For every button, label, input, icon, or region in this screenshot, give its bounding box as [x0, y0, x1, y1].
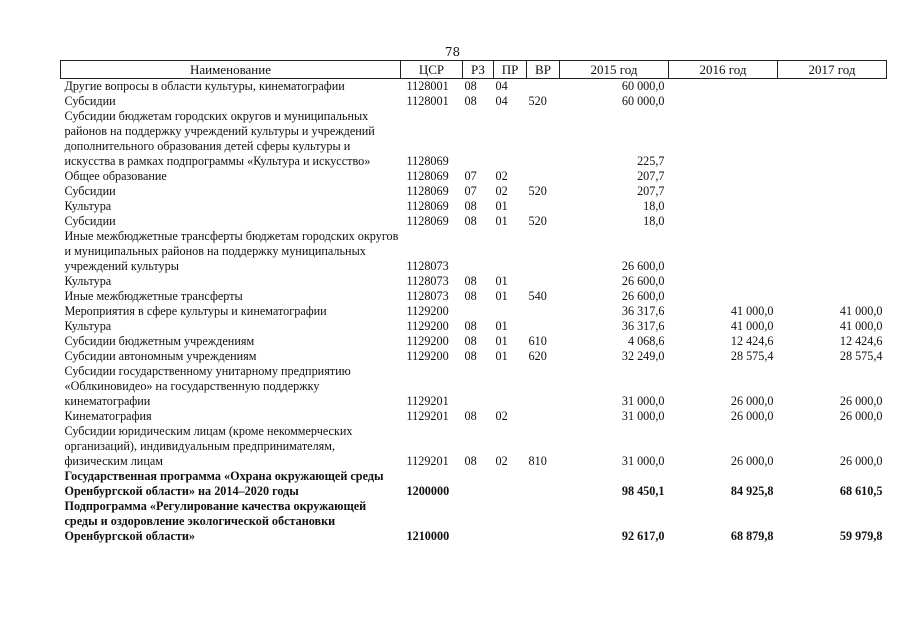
cell-csr: 1128069 — [406, 154, 449, 168]
cell-2017 — [778, 289, 887, 304]
cell-2015: 32 249,0 — [621, 349, 665, 363]
cell-2016 — [669, 94, 778, 109]
cell-vr: 540 — [528, 289, 547, 303]
cell-name: Культура — [64, 274, 112, 288]
cell-csr: 1129201 — [406, 454, 449, 468]
cell-name: Субсидии — [64, 184, 116, 198]
table-row — [61, 274, 887, 289]
cell-2016: 41 000,0 — [730, 304, 774, 318]
program-row — [61, 499, 887, 544]
cell-2015: 31 000,0 — [621, 409, 665, 423]
cell-2015: 92 617,0 — [621, 529, 665, 543]
cell-rz: 08 — [464, 274, 477, 288]
cell-name: Культура — [64, 199, 112, 213]
cell-2015: 31 000,0 — [621, 454, 665, 468]
table-row — [61, 214, 887, 229]
cell-pr: 02 — [495, 409, 508, 423]
cell-pr — [494, 364, 527, 409]
cell-2017: 12 424,6 — [839, 334, 883, 348]
cell-vr: 810 — [528, 454, 547, 468]
cell-vr: 520 — [528, 94, 547, 108]
header-rz: РЗ — [463, 61, 494, 79]
cell-name: Субсидии автономным учреждениям — [64, 349, 257, 363]
cell-2017 — [778, 229, 887, 274]
table-row — [61, 334, 887, 349]
cell-name: Субсидии бюджетам городских округов и муниципальных районов на поддержку учреждений культуры и учреждений дополнительного образования детей сферы культуры и искусства в рамках подпрограммы «Культура и искусство» — [64, 109, 375, 168]
cell-rz — [463, 469, 494, 499]
table-row — [61, 304, 887, 319]
cell-rz: 08 — [464, 199, 477, 213]
cell-rz: 07 — [464, 169, 477, 183]
cell-2016: 68 879,8 — [730, 529, 774, 543]
cell-2017 — [778, 214, 887, 229]
cell-csr: 1129200 — [406, 349, 449, 363]
table-body — [61, 79, 887, 545]
header-vr: ВР — [527, 61, 560, 79]
cell-2016 — [669, 184, 778, 199]
table-row — [61, 109, 887, 169]
cell-rz: 08 — [464, 94, 477, 108]
cell-2015: 98 450,1 — [621, 484, 665, 498]
cell-2016 — [669, 79, 778, 95]
cell-pr: 01 — [495, 274, 508, 288]
cell-rz: 08 — [464, 409, 477, 423]
cell-csr: 1128069 — [406, 184, 449, 198]
cell-pr: 01 — [495, 319, 508, 333]
cell-rz: 07 — [464, 184, 477, 198]
cell-2017: 28 575,4 — [839, 349, 883, 363]
cell-csr: 1128069 — [406, 169, 449, 183]
cell-csr: 1128069 — [406, 199, 449, 213]
cell-2016: 26 000,0 — [730, 454, 774, 468]
table-row — [61, 169, 887, 184]
cell-pr: 02 — [495, 169, 508, 183]
cell-vr — [527, 364, 560, 409]
cell-vr: 520 — [528, 214, 547, 228]
cell-2017 — [778, 184, 887, 199]
cell-2015: 207,7 — [637, 169, 665, 183]
cell-csr: 1128001 — [406, 79, 449, 93]
cell-2017: 26 000,0 — [839, 454, 883, 468]
cell-vr — [527, 169, 560, 184]
cell-2015: 26 600,0 — [621, 289, 665, 303]
cell-pr: 01 — [495, 199, 508, 213]
cell-rz: 08 — [464, 79, 477, 93]
table-row — [61, 199, 887, 214]
cell-name: Общее образование — [64, 169, 167, 183]
cell-2016 — [669, 229, 778, 274]
header-2017: 2017 год — [778, 61, 887, 79]
cell-2017 — [778, 169, 887, 184]
cell-csr: 1129200 — [406, 334, 449, 348]
cell-2015: 18,0 — [643, 199, 665, 213]
cell-rz: 08 — [464, 454, 477, 468]
cell-vr — [527, 229, 560, 274]
cell-csr: 1128073 — [406, 274, 449, 288]
cell-2017 — [778, 199, 887, 214]
cell-2016: 28 575,4 — [730, 349, 774, 363]
cell-pr: 01 — [495, 334, 508, 348]
cell-rz — [463, 304, 494, 319]
table-row — [61, 319, 887, 334]
cell-2016: 26 000,0 — [730, 394, 774, 408]
cell-2016: 12 424,6 — [730, 334, 774, 348]
cell-vr — [527, 304, 560, 319]
cell-rz: 08 — [464, 319, 477, 333]
cell-2017: 68 610,5 — [839, 484, 883, 498]
cell-2016 — [669, 199, 778, 214]
header-name: Наименование — [61, 61, 401, 79]
header-2016: 2016 год — [669, 61, 778, 79]
cell-pr: 02 — [495, 454, 508, 468]
cell-2015: 26 600,0 — [621, 274, 665, 288]
header-csr: ЦСР — [401, 61, 463, 79]
table-row — [61, 409, 887, 424]
cell-2017: 41 000,0 — [839, 319, 883, 333]
cell-rz — [463, 109, 494, 169]
cell-2016: 41 000,0 — [730, 319, 774, 333]
cell-rz: 08 — [464, 214, 477, 228]
cell-vr — [527, 274, 560, 289]
cell-pr — [494, 499, 527, 544]
cell-name: Иные межбюджетные трансферты бюджетам городских округов и муниципальных районов на поддержку муниципальных учреждений культуры — [64, 229, 399, 273]
cell-name: Подпрограмма «Регулирование качества окружающей среды и оздоровление экологической обстановки Оренбургской области» — [64, 499, 367, 543]
cell-vr: 520 — [528, 184, 547, 198]
cell-pr: 01 — [495, 214, 508, 228]
cell-name: Кинематография — [64, 409, 152, 423]
cell-2016: 26 000,0 — [730, 409, 774, 423]
cell-name: Государственная программа «Охрана окружающей среды Оренбургской области» на 2014–2020 годы — [64, 469, 384, 498]
cell-2015: 225,7 — [637, 154, 665, 168]
cell-rz — [463, 229, 494, 274]
cell-rz: 08 — [464, 334, 477, 348]
cell-vr — [527, 499, 560, 544]
cell-csr: 1128073 — [406, 289, 449, 303]
header-2015: 2015 год — [560, 61, 669, 79]
cell-2016 — [669, 169, 778, 184]
cell-csr: 1129200 — [406, 319, 449, 333]
cell-2017: 26 000,0 — [839, 394, 883, 408]
table-row — [61, 229, 887, 274]
cell-2016 — [669, 289, 778, 304]
table-row — [61, 94, 887, 109]
cell-vr — [527, 409, 560, 424]
cell-rz — [463, 364, 494, 409]
cell-name: Мероприятия в сфере культуры и кинематографии — [64, 304, 327, 318]
cell-name: Иные межбюджетные трансферты — [64, 289, 243, 303]
cell-rz — [463, 499, 494, 544]
cell-2015: 4 068,6 — [627, 334, 665, 348]
header-row — [61, 61, 887, 79]
table-row — [61, 289, 887, 304]
page-number: 78 — [444, 45, 461, 59]
cell-csr: 1200000 — [406, 484, 450, 498]
cell-pr: 04 — [495, 79, 508, 93]
cell-2016: 84 925,8 — [730, 484, 774, 498]
cell-2017 — [778, 109, 887, 169]
cell-vr — [527, 199, 560, 214]
cell-pr — [494, 229, 527, 274]
program-row — [61, 469, 887, 499]
cell-name: Субсидии бюджетным учреждениям — [64, 334, 255, 348]
cell-2015: 36 317,6 — [621, 319, 665, 333]
table-row — [61, 364, 887, 409]
table-row — [61, 184, 887, 199]
cell-2015: 31 000,0 — [621, 394, 665, 408]
cell-pr: 01 — [495, 349, 508, 363]
cell-2016 — [669, 109, 778, 169]
cell-vr — [527, 469, 560, 499]
cell-2017 — [778, 79, 887, 95]
cell-name: Субсидии — [64, 94, 116, 108]
cell-csr: 1210000 — [406, 529, 450, 543]
table-row — [61, 424, 887, 469]
cell-2017 — [778, 94, 887, 109]
cell-csr: 1129201 — [406, 394, 449, 408]
cell-name: Культура — [64, 319, 112, 333]
cell-pr — [494, 109, 527, 169]
table-row — [61, 79, 887, 95]
cell-vr — [527, 79, 560, 95]
cell-name: Субсидии государственному унитарному предприятию «Облкиновидео» на государственную поддержку кинематографии — [64, 364, 351, 408]
cell-csr: 1128073 — [406, 259, 449, 273]
cell-2017 — [778, 274, 887, 289]
cell-2017: 26 000,0 — [839, 409, 883, 423]
cell-2015: 26 600,0 — [621, 259, 665, 273]
cell-vr: 610 — [528, 334, 547, 348]
cell-pr — [494, 304, 527, 319]
cell-2016 — [669, 274, 778, 289]
cell-2017: 41 000,0 — [839, 304, 883, 318]
cell-pr: 02 — [495, 184, 508, 198]
cell-2015: 18,0 — [643, 214, 665, 228]
cell-name: Субсидии юридическим лицам (кроме некоммерческих организаций), индивидуальным предпринимателям, физическим лицам — [64, 424, 353, 468]
cell-2015: 60 000,0 — [621, 94, 665, 108]
cell-pr: 01 — [495, 289, 508, 303]
cell-2017: 59 979,8 — [839, 529, 883, 543]
cell-pr: 04 — [495, 94, 508, 108]
cell-vr — [527, 109, 560, 169]
cell-2015: 36 317,6 — [621, 304, 665, 318]
cell-2016 — [669, 214, 778, 229]
cell-name: Субсидии — [64, 214, 116, 228]
table-row — [61, 349, 887, 364]
cell-rz: 08 — [464, 289, 477, 303]
cell-vr — [527, 319, 560, 334]
cell-vr: 620 — [528, 349, 547, 363]
cell-rz: 08 — [464, 349, 477, 363]
cell-pr — [494, 469, 527, 499]
cell-2015: 207,7 — [637, 184, 665, 198]
cell-2015: 60 000,0 — [621, 79, 665, 93]
budget-table — [60, 60, 887, 544]
cell-csr: 1129201 — [406, 409, 449, 423]
cell-csr: 1128069 — [406, 214, 449, 228]
cell-csr: 1128001 — [406, 94, 449, 108]
header-pr: ПР — [494, 61, 527, 79]
cell-name: Другие вопросы в области культуры, кинематографии — [64, 79, 345, 93]
cell-csr: 1129200 — [406, 304, 449, 318]
